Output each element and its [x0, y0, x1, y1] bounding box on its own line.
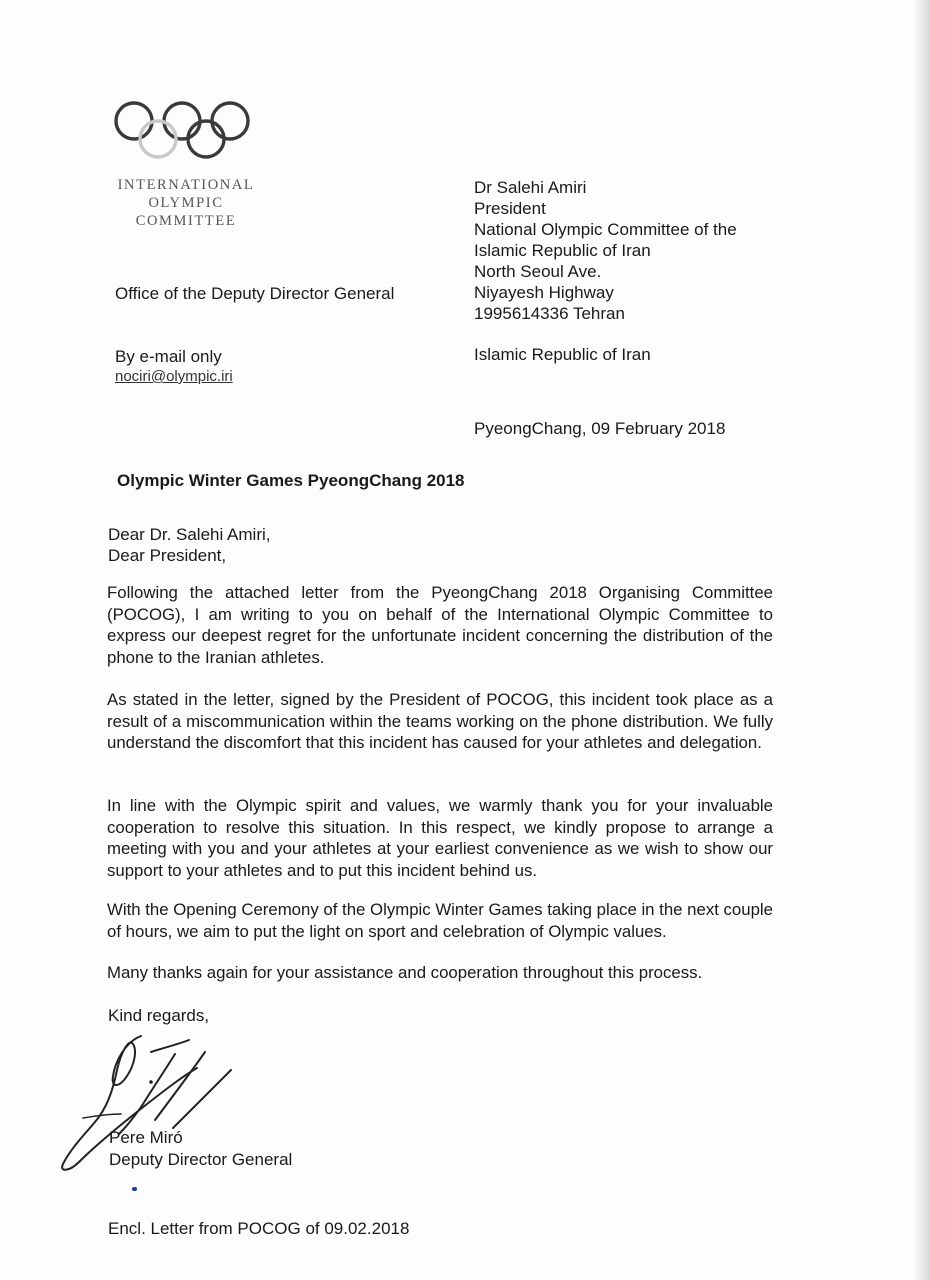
salutation-line: Dear Dr. Salehi Amiri,	[108, 525, 271, 544]
organisation-line: INTERNATIONAL	[117, 177, 255, 193]
body-paragraph-2: As stated in the letter, signed by the President of POCOG, this incident took place as a result of a miscommunication within the teams working on the phone distribution. We fully understand the discomfort that this incident has caused for your athletes and delegation.	[107, 690, 773, 752]
ink-dot	[132, 1187, 137, 1191]
recipient-line: 1995614336 Tehran	[474, 304, 625, 323]
recipient-line: Dr Salehi Amiri	[474, 178, 587, 197]
recipient-address	[474, 177, 737, 324]
page-edge-shadow	[912, 0, 930, 1280]
closing: Kind regards,	[108, 1006, 210, 1025]
organisation-name	[108, 176, 264, 230]
recipient-line: North Seoul Ave.	[474, 262, 602, 281]
organisation-line: OLYMPIC	[148, 195, 224, 211]
signer-block	[109, 1127, 292, 1171]
recipient-line: Niyayesh Highway	[474, 283, 614, 302]
ring-1	[116, 103, 152, 139]
letter-date: PyeongChang, 09 February 2018	[474, 419, 726, 438]
body-paragraph-1: Following the attached letter from the PyeongChang 2018 Organising Committee (POCOG), I am writing to you on behalf of the International Olympic Committee to express our deepest regret for the unfortunate incident concerning the distribution of the phone to the Iranian athletes.	[107, 583, 773, 667]
body-paragraph-3: In line with the Olympic spirit and values, we warmly thank you for your invaluable cooperation to resolve this situation. In this respect, we kindly propose to arrange a meeting with you and your athletes at your earliest convenience as we wish to show our support to your athletes and to put this incident behind us.	[107, 796, 773, 880]
letter-subject: Olympic Winter Games PyeongChang 2018	[117, 471, 465, 490]
olympic-rings-logo	[112, 93, 252, 163]
ring-2	[164, 103, 200, 139]
enclosure-note: Encl. Letter from POCOG of 09.02.2018	[108, 1219, 410, 1238]
organisation-line: COMMITTEE	[135, 213, 237, 229]
recipient-country: Islamic Republic of Iran	[474, 345, 651, 364]
delivery-method: By e-mail only	[115, 347, 222, 366]
recipient-line: National Olympic Committee of the	[474, 220, 737, 239]
signer-name: Pere Miró	[109, 1128, 183, 1147]
ring-4	[140, 121, 176, 157]
recipient-email-link[interactable]: nociri@olympic.iri	[115, 368, 233, 385]
recipient-line: Islamic Republic of Iran	[474, 241, 651, 260]
salutation-line: Dear President,	[108, 546, 227, 565]
body-paragraph-5: Many thanks again for your assistance and cooperation throughout this process.	[107, 963, 703, 982]
sender-office: Office of the Deputy Director General	[115, 284, 395, 303]
salutation	[108, 524, 271, 566]
signer-title: Deputy Director General	[109, 1150, 293, 1169]
recipient-line: President	[474, 199, 546, 218]
body-paragraph-4: With the Opening Ceremony of the Olympic Winter Games taking place in the next couple of hours, we aim to put the light on sport and celebration of Olympic values.	[107, 900, 773, 941]
ring-5	[188, 121, 224, 157]
ring-3	[212, 103, 248, 139]
